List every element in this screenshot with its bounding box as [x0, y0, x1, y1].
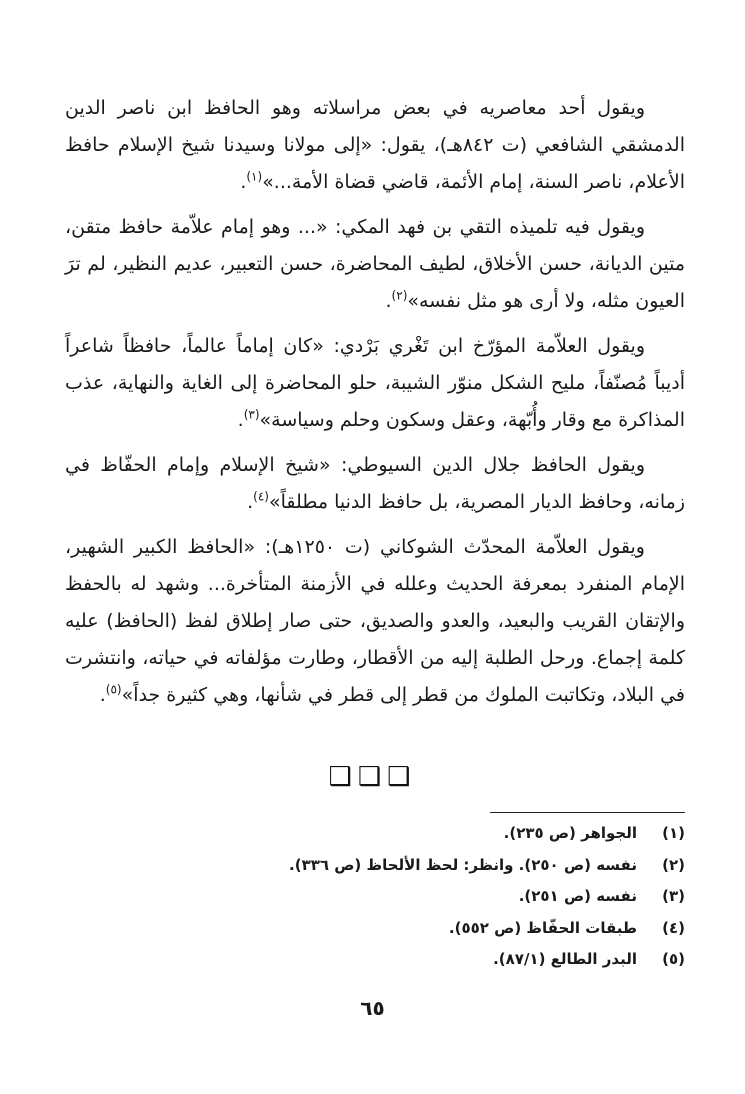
paragraph: ويقول أحد معاصريه في بعض مراسلاته وهو الحافظ ابن ناصر الدين الدمشقي الشافعي (ت ٨٤٢هـ)، يقول: «إلى مولانا وسيدنا شيخ الإسلام حافظ الأعلام، ناصر السنة، إمام الأئمة، قاضي قضاة الأمة...»$^{(١)}$. [65, 97, 685, 193]
paragraph-text: ويقول العلاّمة المؤرّخ ابن تَغْري بَرْدي: «كان إماماً عالماً، حافظاً شاعراً أديباً مُصنّفاً، مليح الشكل منوّر الشيبة، حلو المحاضرة إلى الغاية والنهاية، عذب المذاكرة مع وقار وأُبّهة، وعقل وسكون وحلم وسياسة» [65, 335, 685, 431]
footnote [65, 850, 685, 882]
footnote-number: (٣) [662, 887, 685, 905]
footnote-separator [490, 812, 685, 813]
paragraph: ويقول العلاّمة المحدّث الشوكاني (ت ١٢٥٠هـ): «الحافظ الكبير الشهير، الإمام المنفرد بمعرفة الحديث وعلله في الأزمنة المتأخرة... وشهد له بالحفظ والإتقان القريب والبعيد، والعدو والصديق، حتى صار إطلاق لفظ (الحافظ) عليه كلمة إجماع. ورحل الطلبة إليه من الأقطار، وطارت مؤلفاته في حياته، وانتشرت في البلاد، وتكاتبت الملوك من قطر إلى قطر في شأنها، وهي كثيرة جداً»$^{(٥)}$. [65, 536, 685, 706]
footnote-number: (٤) [662, 918, 685, 937]
footnote [65, 913, 685, 945]
footnote-marker: (١) [246, 169, 263, 184]
footnote-text: البدر الطالع (٨٧/١). [493, 950, 637, 968]
footnote-marker: (٢) [391, 288, 408, 303]
footnotes-list [65, 818, 685, 976]
page-number: ٦٥ [360, 996, 385, 1020]
footnote [65, 944, 685, 976]
main-text [65, 90, 685, 722]
footnote-number: (٢) [662, 855, 685, 874]
paragraph-text: ويقول العلاّمة المحدّث الشوكاني (ت ١٢٥٠هـ): «الحافظ الكبير الشهير، الإمام المنفرد بمعرفة الحديث وعلله في الأزمنة المتأخرة... وشهد له بالحفظ والإتقان القريب والبعيد، والعدو والصديق، حتى صار إطلاق لفظ (الحافظ) عليه كلمة إجماع. ورحل الطلبة إليه من الأقطار، وطارت مؤلفاته في حياته، وانتشرت في البلاد، وتكاتبت الملوك من قطر إلى قطر في شأنها، وهي كثيرة جداً» [65, 536, 685, 706]
footnote-text: طبقات الحفّاظ (ص ٥٥٢). [448, 918, 637, 937]
footnote [65, 818, 685, 850]
paragraph: ويقول العلاّمة المؤرّخ ابن تَغْري بَرْدي: «كان إماماً عالماً، حافظاً شاعراً أديباً مُصنّفاً، مليح الشكل منوّر الشيبة، حلو المحاضرة إلى الغاية والنهاية، عذب المذاكرة مع وقار وأُبّهة، وعقل وسكون وحلم وسياسة»$^{(٣)}$. [65, 335, 685, 431]
footnote-number: (١) [662, 824, 685, 842]
paragraph-text: ويقول الحافظ جلال الدين السيوطي: «شيخ الإسلام وإمام الحفّاظ في زمانه، وحافظ الديار المصرية، بل حافظ الدنيا مطلقاً» [65, 454, 685, 513]
footnote-text: نفسه (ص ٢٥٠). وانظر: لحظ الألحاظ (ص ٣٣٦). [289, 855, 637, 874]
paragraph-text: ويقول أحد معاصريه في بعض مراسلاته وهو الحافظ ابن ناصر الدين الدمشقي الشافعي (ت ٨٤٢هـ)، يقول: «إلى مولانا وسيدنا شيخ الإسلام حافظ الأعلام، ناصر السنة، إمام الأئمة، قاضي قضاة الأمة...» [65, 97, 685, 193]
footnote-marker: (٥) [105, 682, 122, 697]
footnote-marker: (٣) [243, 407, 260, 422]
footnote-number: (٥) [662, 950, 685, 968]
paragraph-text: ويقول فيه تلميذه التقي بن فهد المكي: «... وهو إمام علاّمة حافظ متقن، متين الديانة، حسن الأخلاق، لطيف المحاضرة، حسن التعبير، عديم النظير، لم ترَ العيون مثله، ولا أرى هو مثل نفسه» [65, 216, 685, 312]
paragraph: ويقول الحافظ جلال الدين السيوطي: «شيخ الإسلام وإمام الحفّاظ في زمانه، وحافظ الديار المصرية، بل حافظ الدنيا مطلقاً»$^{(٤)}$. [65, 454, 685, 513]
footnote-marker: (٤) [253, 489, 269, 504]
paragraph: ويقول فيه تلميذه التقي بن فهد المكي: «... وهو إمام علاّمة حافظ متقن، متين الديانة، حسن الأخلاق، لطيف المحاضرة، حسن التعبير، عديم النظير، لم ترَ العيون مثله، ولا أرى هو مثل نفسه»$^{(٢)}$. [65, 216, 685, 312]
footnote [65, 881, 685, 913]
footnote-text: نفسه (ص ٢٥١). [518, 887, 637, 905]
section-divider-ornament: ❑❑❑ [328, 762, 417, 792]
footnote-text: الجواهر (ص ٢٣٥). [503, 824, 637, 842]
